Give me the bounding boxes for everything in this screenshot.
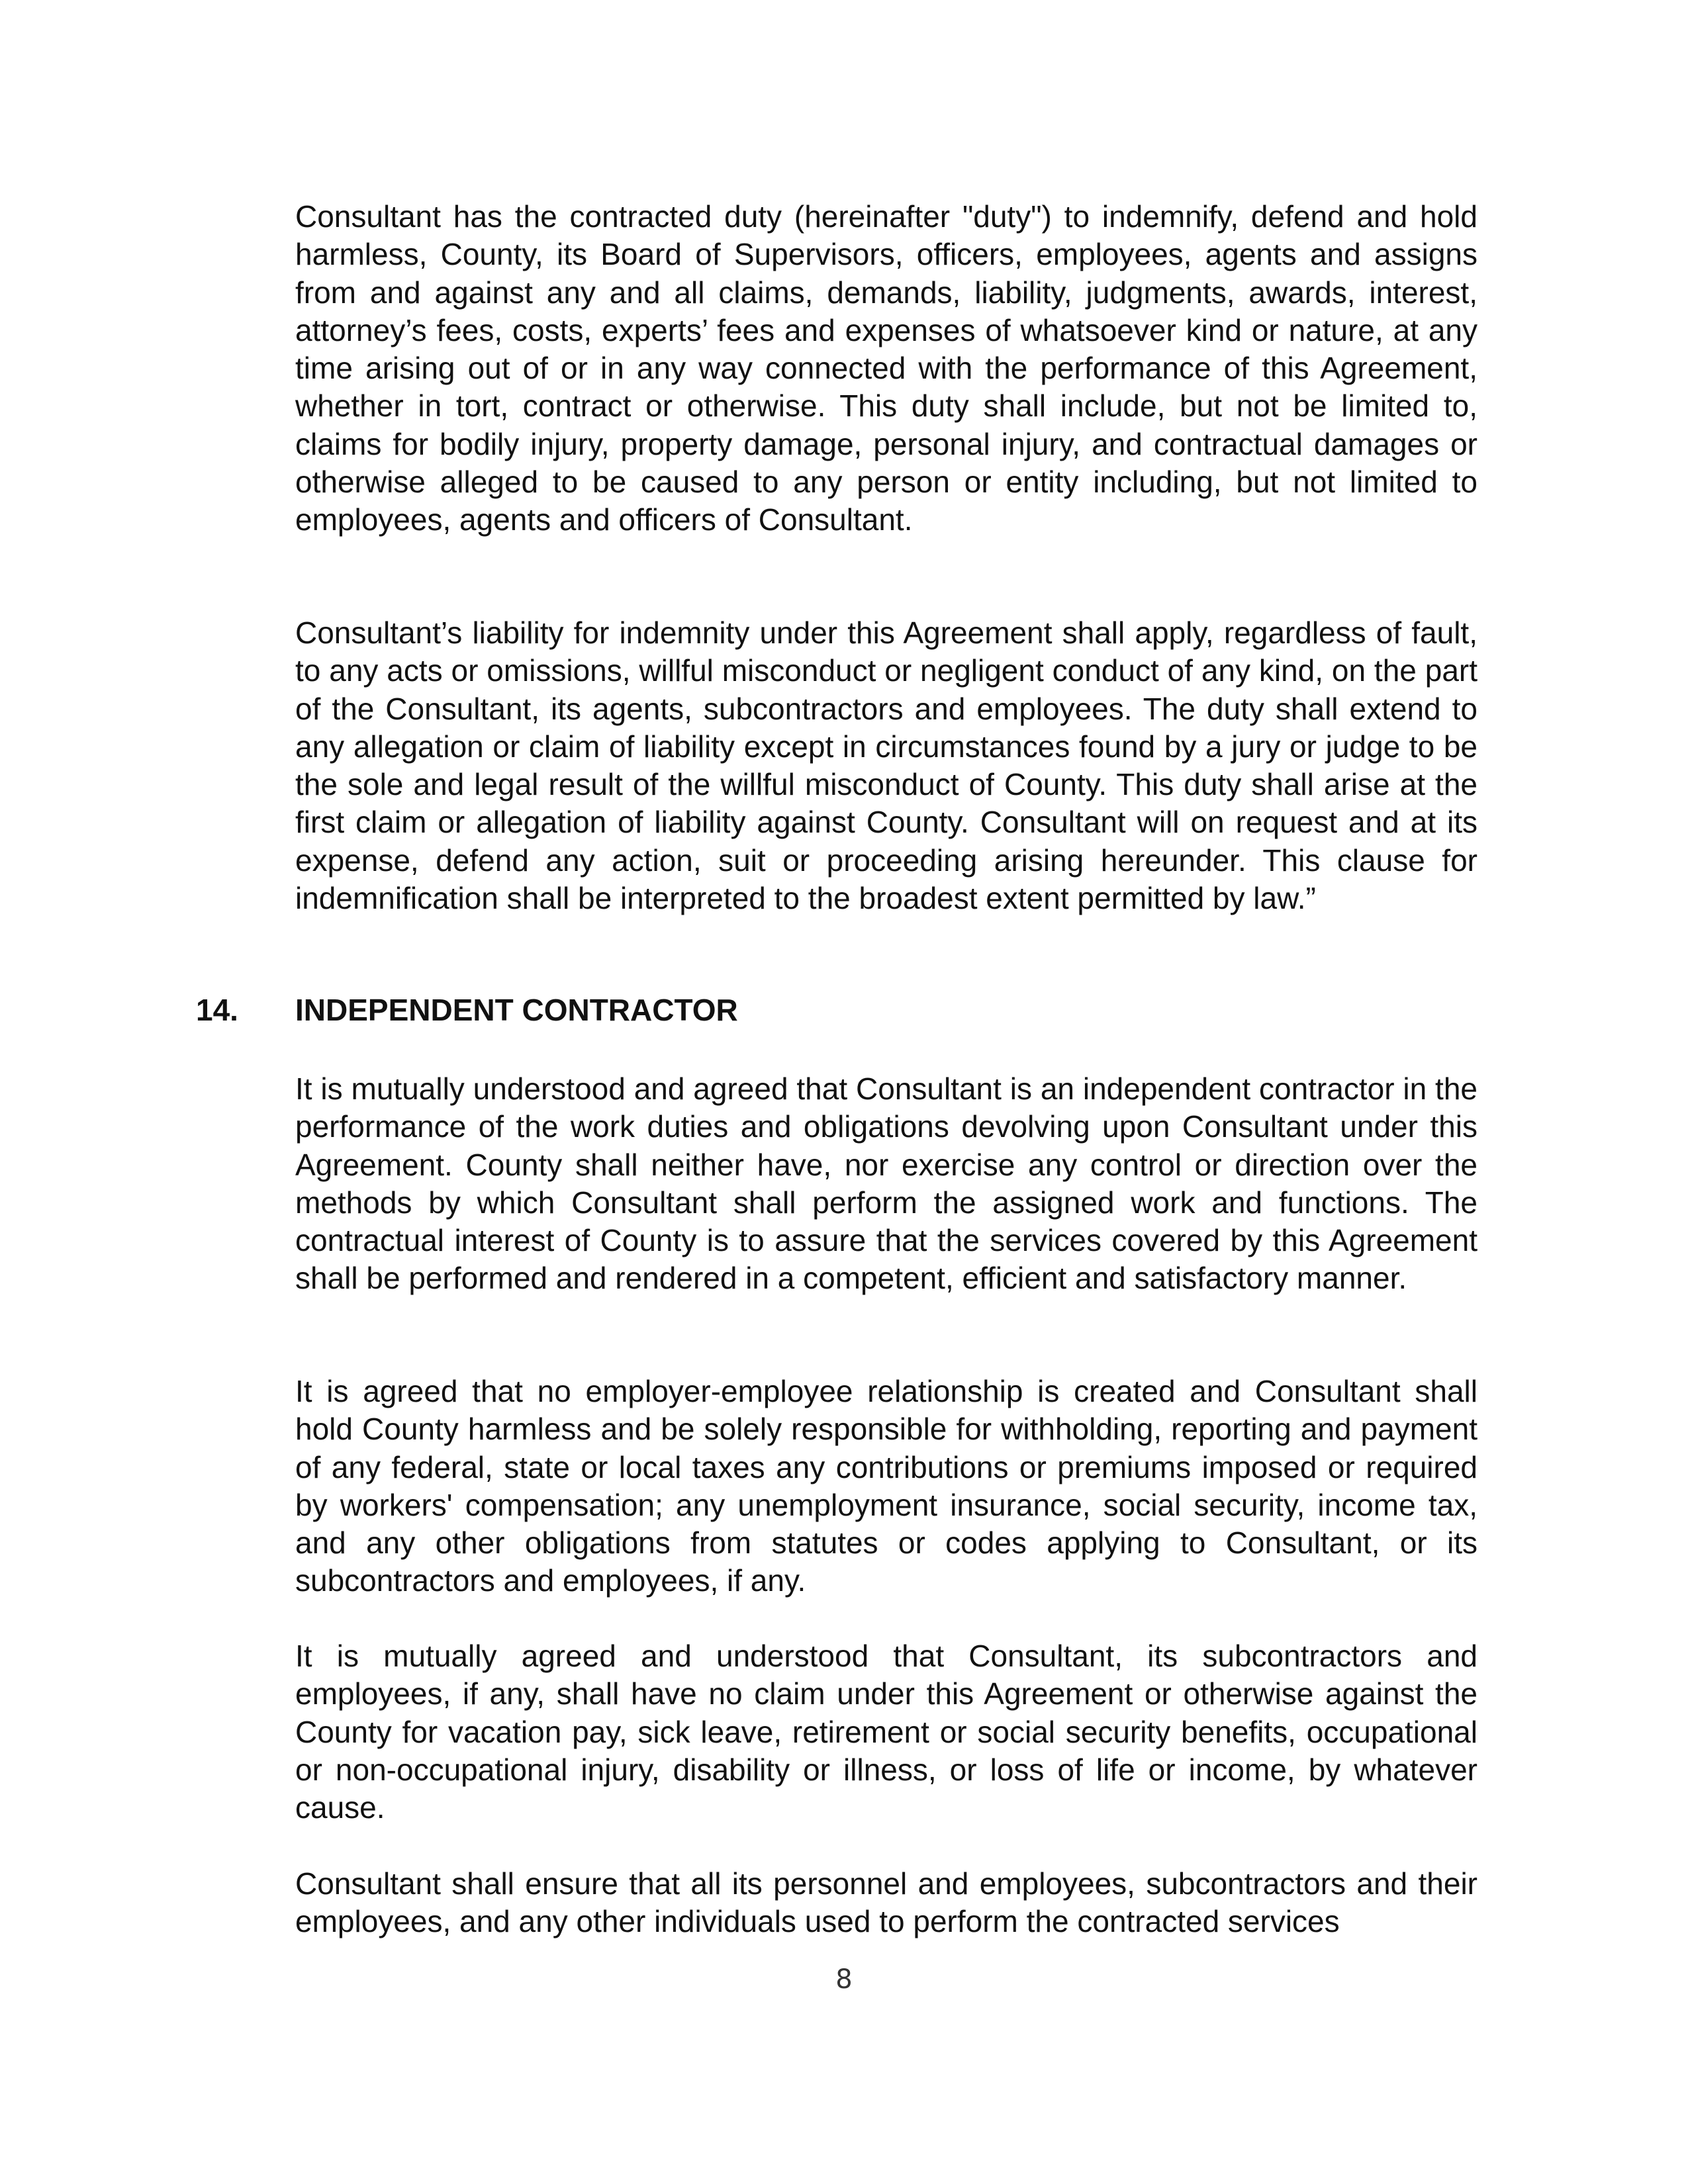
personnel-paragraph: Consultant shall ensure that all its personnel and employees, subcontractors and their employees, and any other individuals used to perform the contracted services bbox=[295, 1866, 1477, 1939]
indemnity-duty-paragraph: Consultant has the contracted duty (hereinafter "duty") to indemnify, defend and hold harmless, County, its Board of Supervisors, officers, employees, agents and assigns from and against any and all claims, demands, liability, judgments, awards, interest, attorney’s fees, costs, experts’ fees and expenses of whatsoever kind or nature, at any time arising out of or in any way connected with the performance of this Agreement, whether in tort, contract or otherwise. This duty shall include, but not be limited to, claims for bodily injury, property damage, personal injury, and contractual damages or otherwise alleged to be caused to any person or entity including, but not limited to employees, agents and officers of Consultant. bbox=[295, 199, 1477, 537]
employer-employee-paragraph: It is agreed that no employer-employee relationship is created and Consultant shall hold County harmless and be solely responsible for withholding, reporting and payment of any federal, state or local taxes any contributions or premiums imposed or required by workers' compensation; any unemployment insurance, social security, income tax, and any other obligations from statutes or codes applying to Consultant, or its subcontractors and employees, if any. bbox=[295, 1374, 1477, 1598]
section-title: INDEPENDENT CONTRACTOR bbox=[295, 993, 738, 1027]
no-claim-benefits-paragraph: It is mutually agreed and understood that Consultant, its subcontractors and employees, if any, shall have no claim under this Agreement or otherwise against the County for vacation pay, sick leave, retirement or social security benefits, occupational or non-occupational injury, disability or illness, or loss of life or income, by whatever cause. bbox=[295, 1639, 1477, 1825]
page-number: 8 bbox=[835, 1964, 853, 1995]
section-heading-independent-contractor bbox=[196, 991, 738, 1029]
section-number: 14. bbox=[196, 993, 238, 1027]
indemnity-liability-paragraph: Consultant’s liability for indemnity under this Agreement shall apply, regardless of fault, to any acts or omissions, willful misconduct or negligent conduct of any kind, on the part of the Consultant, its agents, subcontractors and employees. The duty shall extend to any allegation or claim of liability except in circumstances found by a jury or judge to be the sole and legal result of the willful misconduct of County. This duty shall arise at the first claim or allegation of liability against County. Consultant will on request and at its expense, defend any action, suit or proceeding arising hereunder. This clause for indemnification shall be interpreted to the broadest extent permitted by law.” bbox=[295, 615, 1477, 916]
independent-contractor-paragraph: It is mutually understood and agreed that Consultant is an independent contractor in the performance of the work duties and obligations devolving upon Consultant under this Agreement. County shall neither have, nor exercise any control or direction over the methods by which Consultant shall perform the assigned work and functions. The contractual interest of County is to assure that the services covered by this Agreement shall be performed and rendered in a competent, efficient and satisfactory manner. bbox=[295, 1071, 1477, 1296]
